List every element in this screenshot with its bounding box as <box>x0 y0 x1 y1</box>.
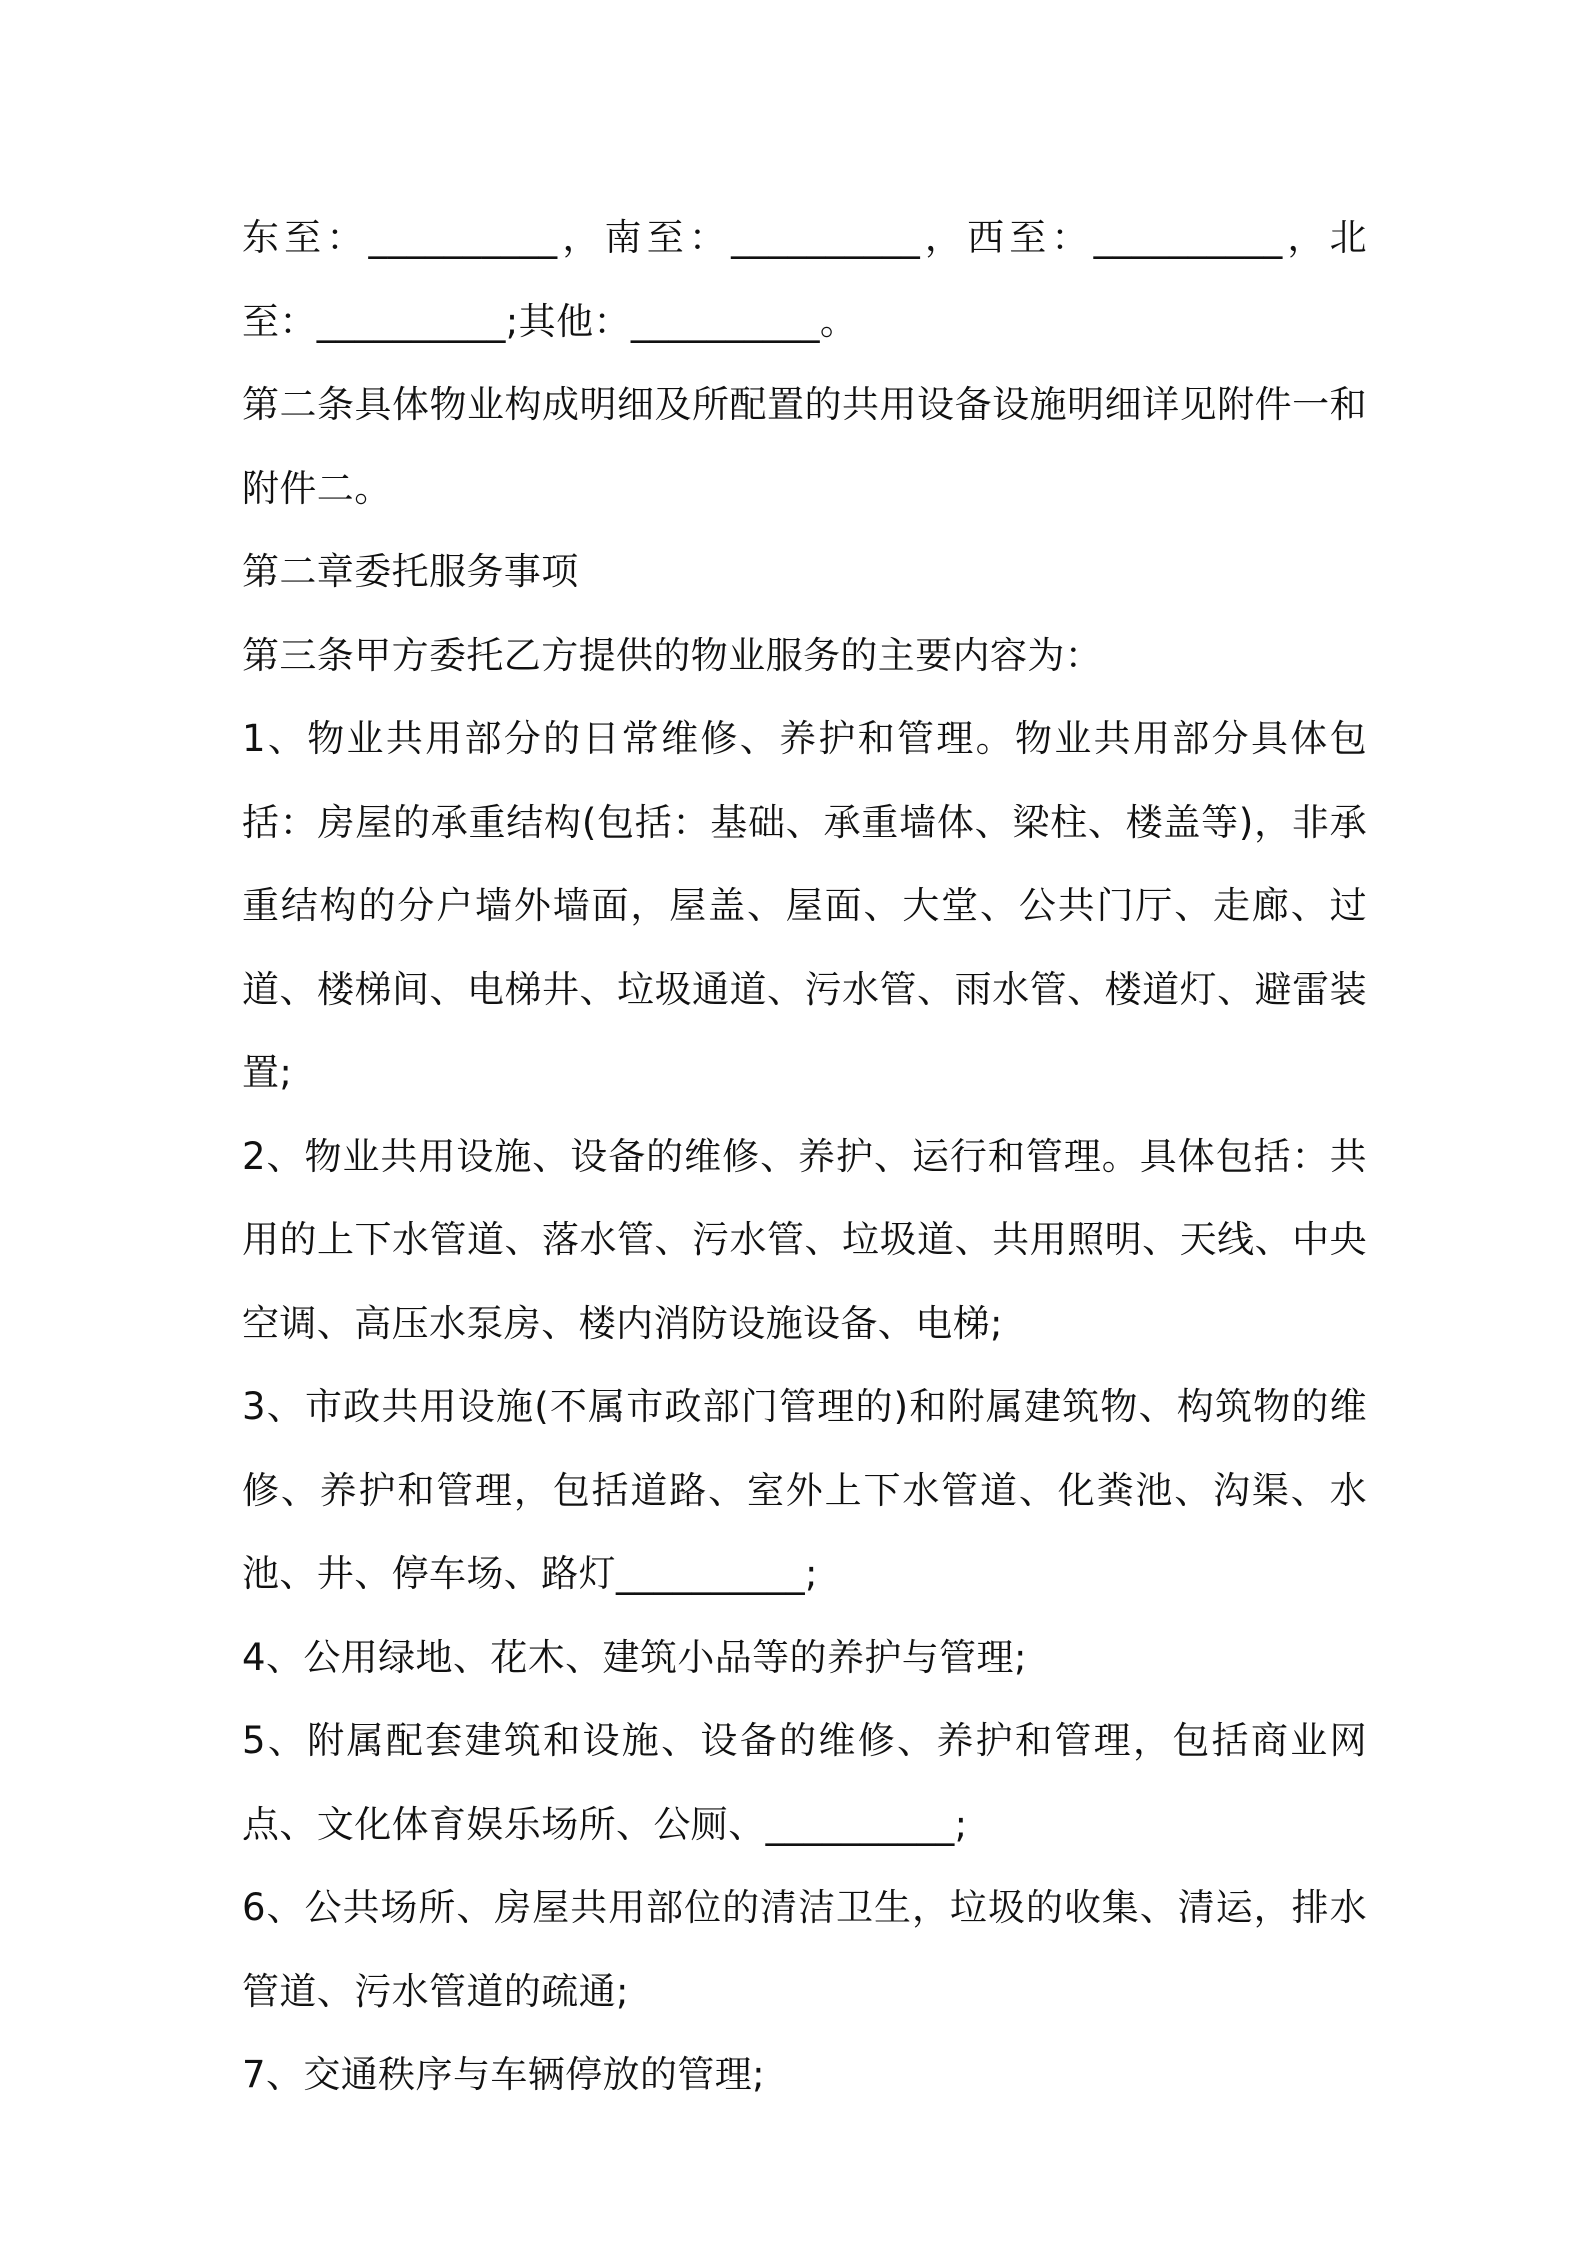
document-body <box>242 196 1367 2117</box>
list-item-5: 5、附属配套建筑和设施、设备的维修、养护和管理，包括商业网点、文化体育娱乐场所、公厕、__________; <box>242 1719 1367 1846</box>
paragraph-boundaries: 东至：__________，南至：__________，西至：__________，北至：__________;其他：__________。 <box>242 216 1367 343</box>
list-item-4: 4、公用绿地、花木、建筑小品等的养护与管理; <box>242 1635 1027 1679</box>
paragraph-article-3: 第三条甲方委托乙方提供的物业服务的主要内容为： <box>242 633 1103 677</box>
list-item-7: 7、交通秩序与车辆停放的管理; <box>242 2053 766 2096</box>
chapter-heading: 第二章委托服务事项 <box>242 550 579 593</box>
list-item-1: 1、物业共用部分的日常维修、养护和管理。物业共用部分具体包括：房屋的承重结构(包括：基础、承重墙体、梁柱、楼盖等)，非承重结构的分户墙外墙面，屋盖、屋面、大堂、公共门厅、走廊、过道、楼梯间、电梯井、垃圾通道、污水管、雨水管、楼道灯、避雷装置; <box>242 717 1367 1094</box>
list-item-6: 6、公共场所、房屋共用部位的清洁卫生，垃圾的收集、清运，排水管道、污水管道的疏通; <box>242 1886 1367 2013</box>
list-item-3: 3、市政共用设施(不属市政部门管理的)和附属建筑物、构筑物的维修、养护和管理，包括道路、室外上下水管道、化粪池、沟渠、水池、井、停车场、路灯__________; <box>242 1385 1367 1595</box>
paragraph-article-2: 第二条具体物业构成明细及所配置的共用设备设施明细详见附件一和附件二。 <box>242 383 1367 510</box>
list-item-2: 2、物业共用设施、设备的维修、养护、运行和管理。具体包括：共用的上下水管道、落水管、污水管、垃圾道、共用照明、天线、中央空调、高压水泵房、楼内消防设施设备、电梯; <box>242 1134 1367 1345</box>
